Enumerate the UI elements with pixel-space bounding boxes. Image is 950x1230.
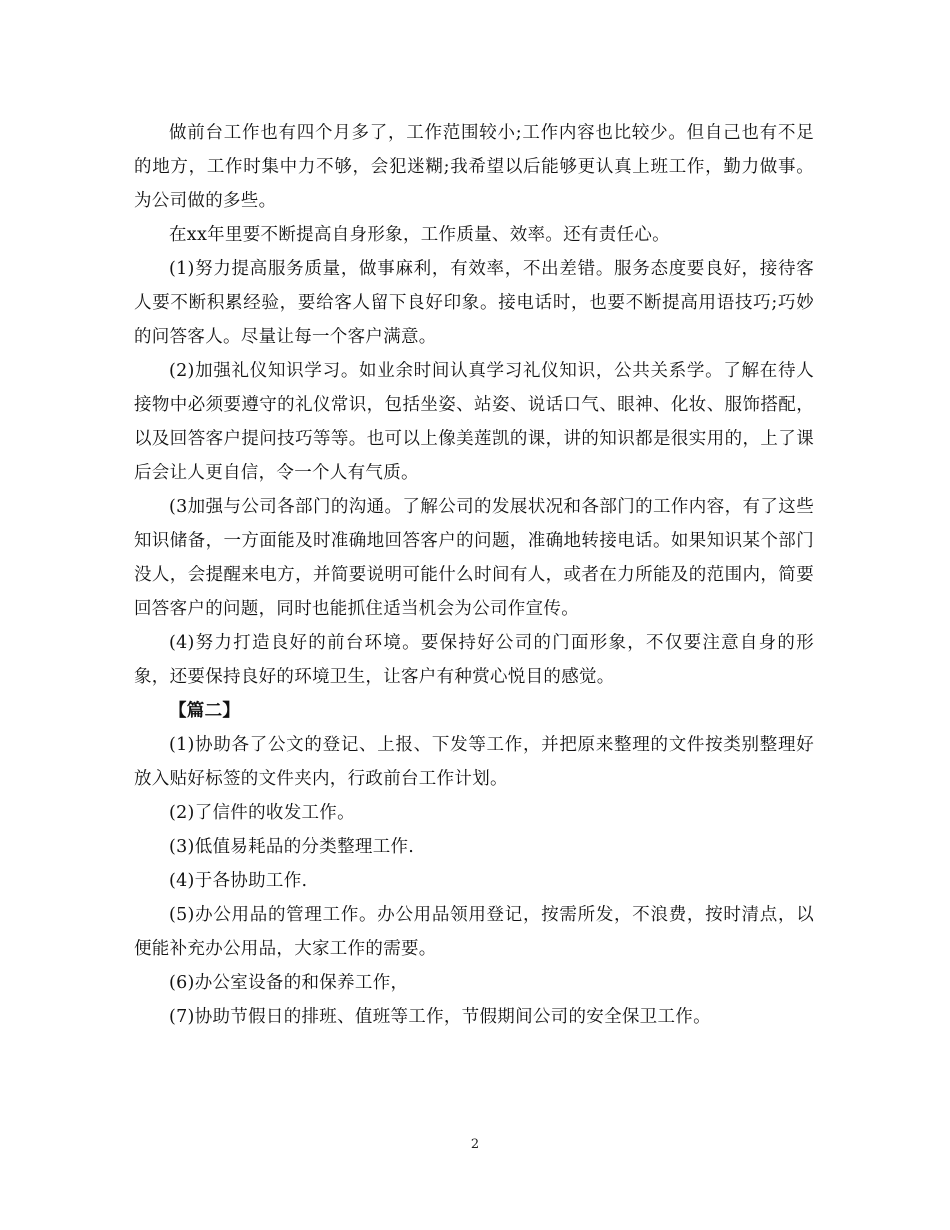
list-item-7: (7)协助节假日的排班、值班等工作，节假期间公司的安全保卫工作。 bbox=[169, 1007, 711, 1027]
paragraph-item-4: (4)努力打造良好的前台环境。要保持好公司的门面形象，不仅要注意自身的形象，还要保持良好的环境卫生，让客户有种赏心悦目的感觉。 bbox=[134, 633, 814, 687]
list-item-1: (1)协助各了公文的登记、上报、下发等工作，并把原来整理的文件按类别整理好放入贴好标签的文件夹内，行政前台工作计划。 bbox=[134, 735, 814, 789]
list-item-2: (2)了信件的收发工作。 bbox=[169, 803, 355, 823]
paragraph-goals: 在xx年里要不断提高自身形象，工作质量、效率。还有责任心。 bbox=[169, 225, 670, 245]
list-item-6: (6)办公室设备的和保养工作， bbox=[169, 973, 409, 993]
list-item-3: (3)低值易耗品的分类整理工作. bbox=[169, 837, 415, 857]
paragraph-item-1: (1)努力提高服务质量，做事麻利，有效率，不出差错。服务态度要良好，接待客人要不断积累经验，要给客人留下良好印象。接电话时，也要不断提高用语技巧;巧妙的问答客人。尽量让每一个客户满意。 bbox=[134, 259, 814, 347]
paragraph-intro: 做前台工作也有四个月多了，工作范围较小;工作内容也比较少。但自己也有不足的地方，工作时集中力不够，会犯迷糊;我希望以后能够更认真上班工作，勤力做事。为公司做的多些。 bbox=[134, 123, 814, 211]
list-item-5: (5)办公用品的管理工作。办公用品领用登记，按需所发，不浪费，按时清点，以便能补充办公用品，大家工作的需要。 bbox=[134, 905, 814, 959]
document-body bbox=[134, 116, 814, 1034]
paragraph-item-3: (3加强与公司各部门的沟通。了解公司的发展状况和各部门的工作内容，有了这些知识储备，一方面能及时准确地回答客户的问题，准确地转接电话。如果知识某个部门没人，会提醒来电方，并简要说明可能什么时间有人，或者在力所能及的范围内，简要回答客户的问题，同时也能抓住适当机会为公司作宣传。 bbox=[134, 497, 814, 619]
paragraph-item-2: (2)加强礼仪知识学习。如业余时间认真学习礼仪知识，公共关系学。了解在待人接物中必须要遵守的礼仪常识，包括坐姿、站姿、说话口气、眼神、化妆、服饰搭配，以及回答客户提问技巧等等。也可以上像美莲凯的课，讲的知识都是很实用的，上了课后会让人更自信，令一个人有气质。 bbox=[134, 361, 814, 483]
list-item-4: (4)于各协助工作. bbox=[169, 871, 308, 891]
page-number: 2 bbox=[470, 1137, 480, 1152]
section-heading: 【篇二】 bbox=[169, 701, 241, 721]
